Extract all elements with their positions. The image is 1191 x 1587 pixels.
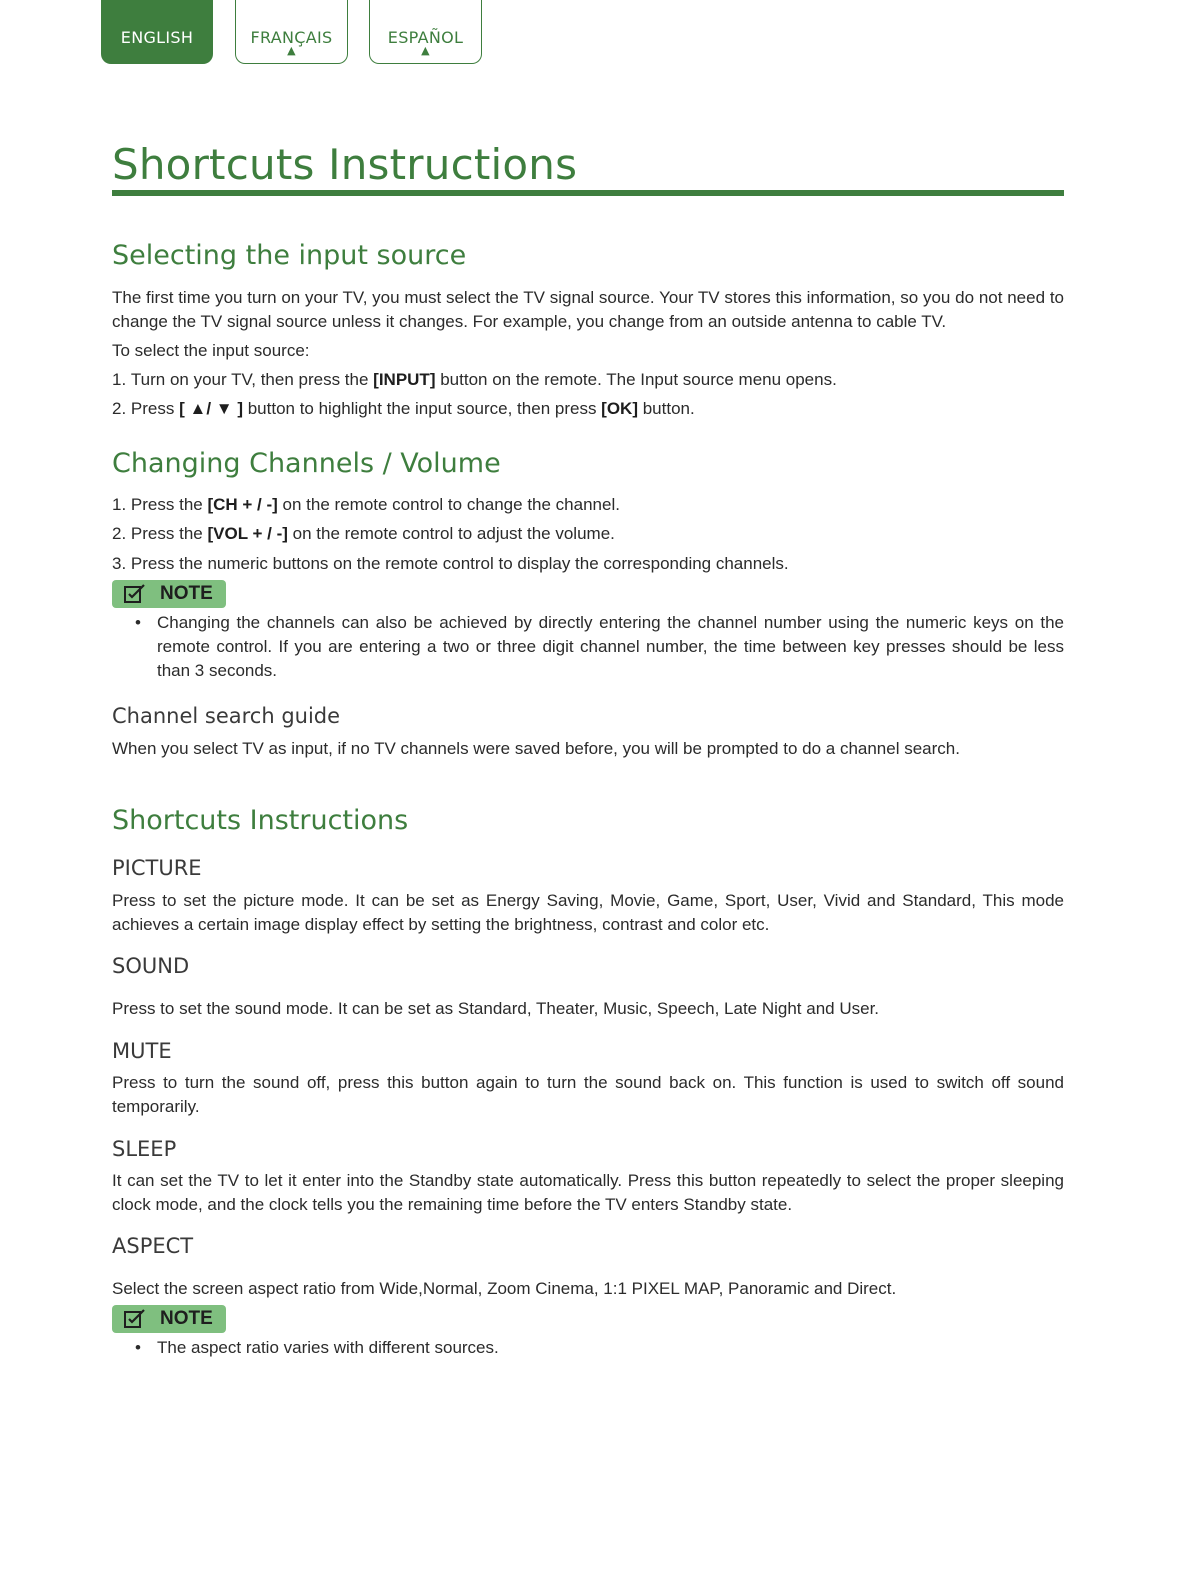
section-heading-input-source: Selecting the input source <box>112 240 467 271</box>
note-label: NOTE <box>160 583 213 604</box>
tab-english[interactable] <box>101 0 213 64</box>
subheading-mute: MUTE <box>112 1039 172 1063</box>
tab-espanol-label: ESPAÑOL <box>387 28 464 47</box>
checkbox-pencil-icon <box>124 584 148 604</box>
mute-text: Press to turn the sound off, press this button again to turn the sound back on. This function is used to switch off sound temporarily. <box>112 1073 1064 1116</box>
list-item: • Changing the channels can also be achieved by directly entering the channel number using the numeric keys on the remote control. If you are entering a two or three digit channel number, the time between key presses should be less than 3 seconds. <box>135 613 1064 680</box>
subheading-channel-search: Channel search guide <box>112 704 341 728</box>
section-heading-shortcuts: Shortcuts Instructions <box>112 805 409 836</box>
subheading-aspect: ASPECT <box>112 1234 194 1258</box>
list-item: 2. Press the [VOL + / -] on the remote control to adjust the volume. <box>112 524 615 543</box>
input-source-lead: To select the input source: <box>112 341 310 360</box>
list-item: 3. Press the numeric buttons on the remote control to display the corresponding channels. <box>112 554 789 573</box>
bullet-dot: • <box>135 613 141 632</box>
note-label: NOTE <box>160 1308 213 1329</box>
subheading-sound: SOUND <box>112 954 190 978</box>
note-badge <box>112 1305 226 1333</box>
subheading-picture: PICTURE <box>112 856 202 880</box>
channel-search-text: When you select TV as input, if no TV channels were saved before, you will be prompted to do a channel search. <box>112 739 960 758</box>
page-title: Shortcuts Instructions <box>112 140 578 189</box>
tab-english-label: ENGLISH <box>120 28 194 47</box>
sleep-text: It can set the TV to let it enter into the Standby state automatically. Press this button repeatedly to select the proper sleeping clock mode, and the clock tells you the remaining time before the TV enters Standby state. <box>112 1171 1064 1214</box>
tab-francais-label: FRANÇAIS <box>250 28 333 47</box>
list-item: • The aspect ratio varies with different sources. <box>135 1336 1064 1360</box>
list-item: 2. Press [ ▲/ ▼ ] button to highlight the input source, then press [OK] button. <box>112 399 695 418</box>
title-divider <box>112 190 1064 196</box>
note-badge <box>112 580 226 608</box>
sound-text: Press to set the sound mode. It can be set as Standard, Theater, Music, Speech, Late Night and User. <box>112 999 880 1018</box>
up-arrow-icon: ▲ <box>421 44 430 57</box>
tab-espanol[interactable] <box>369 0 482 64</box>
aspect-text: Select the screen aspect ratio from Wide,Normal, Zoom Cinema, 1:1 PIXEL MAP, Panoramic and Direct. <box>112 1279 897 1298</box>
bullet-dot: • <box>135 1338 141 1357</box>
subheading-sleep: SLEEP <box>112 1137 177 1161</box>
list-item: 1. Turn on your TV, then press the [INPUT] button on the remote. The Input source menu opens. <box>112 370 837 389</box>
up-arrow-icon: ▲ <box>287 44 296 57</box>
list-item: 1. Press the [CH + / -] on the remote control to change the channel. <box>112 495 620 514</box>
tab-francais[interactable] <box>235 0 348 64</box>
picture-text: Press to set the picture mode. It can be set as Energy Saving, Movie, Game, Sport, User, Vivid and Standard, This mode achieves a certain image display effect by setting the brightness, contrast and color etc. <box>112 891 1064 934</box>
checkbox-pencil-icon <box>124 1309 148 1329</box>
input-source-intro: The first time you turn on your TV, you must select the TV signal source. Your TV stores this information, so you do not need to change the TV signal source unless it changes. For example, you change from an outside antenna to cable TV. <box>112 288 1064 331</box>
section-heading-channels: Changing Channels / Volume <box>112 448 501 479</box>
